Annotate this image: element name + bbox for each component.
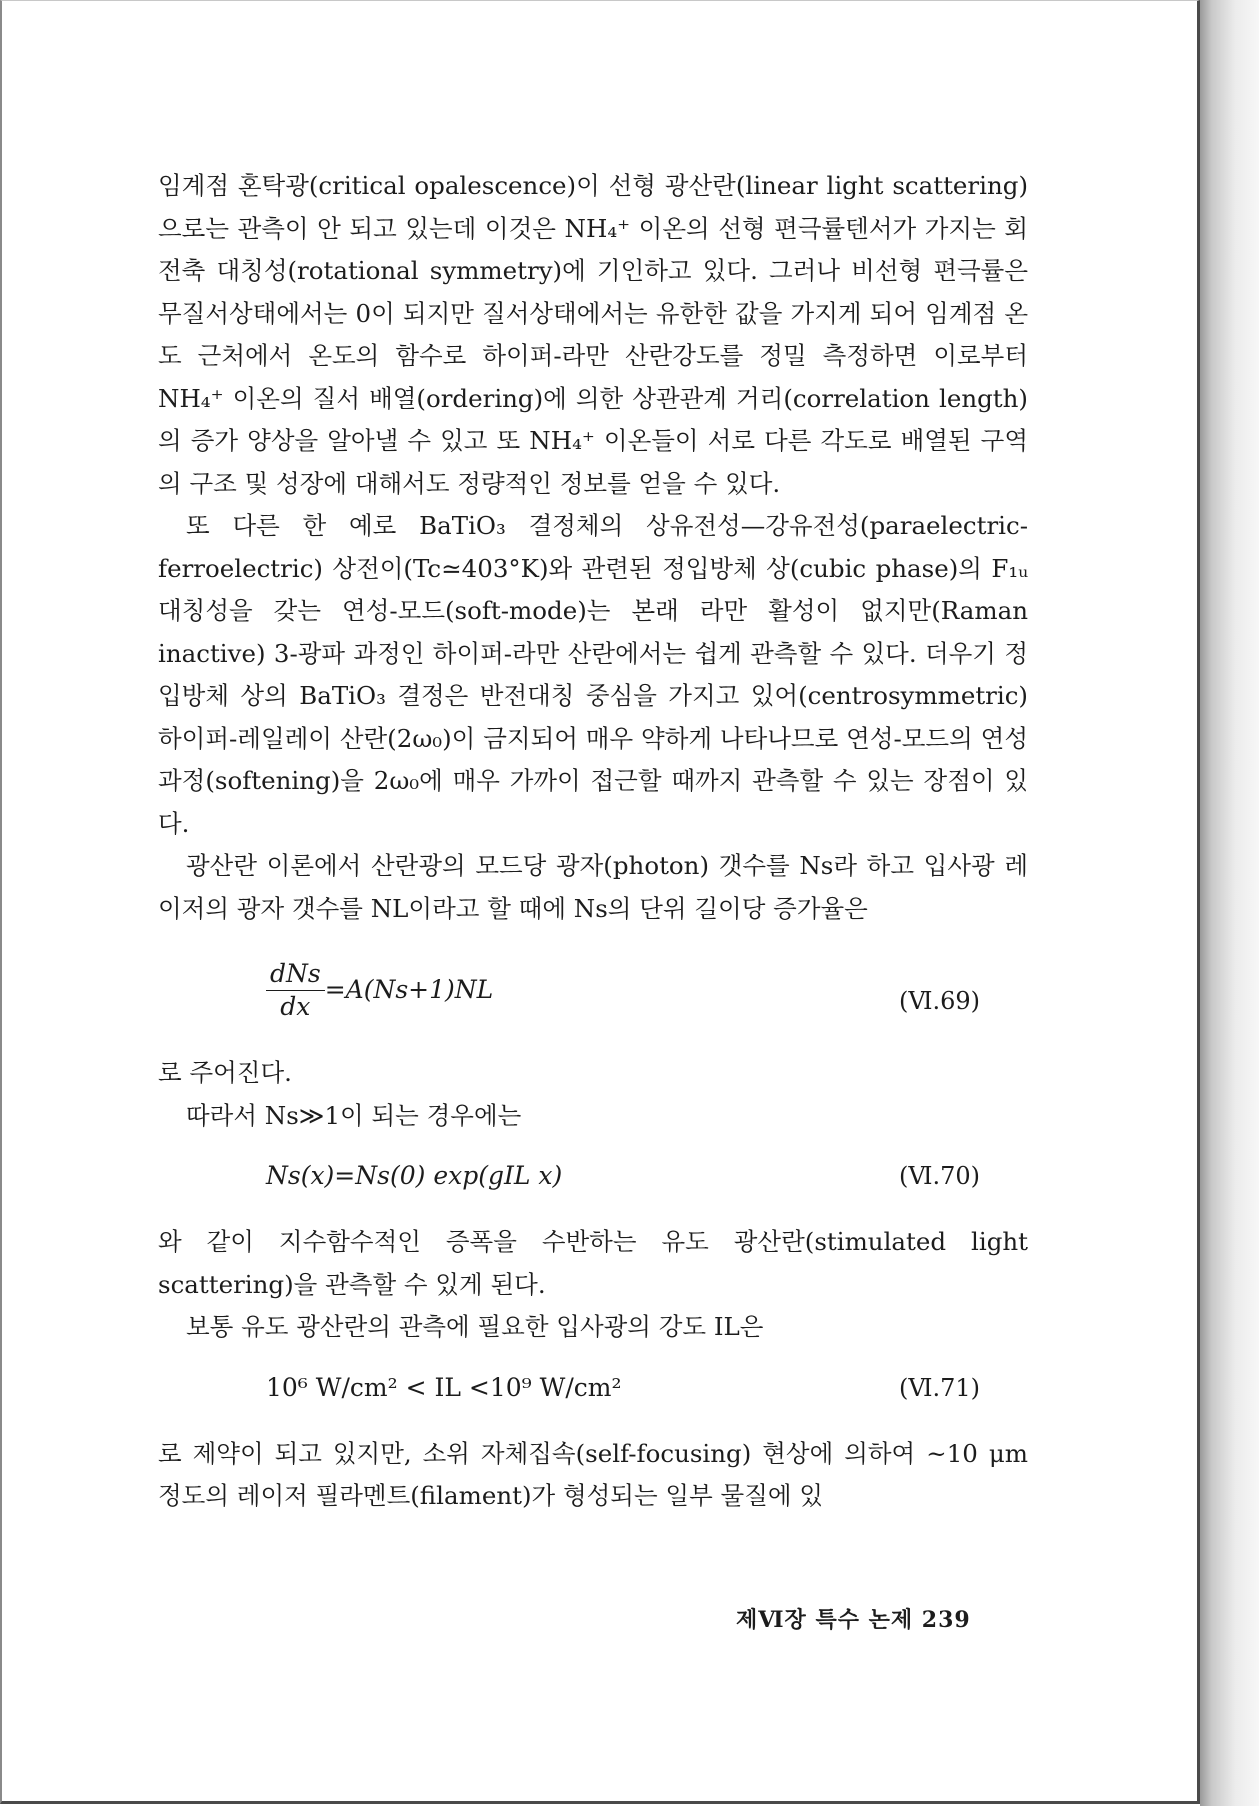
- fraction: [266, 958, 325, 1023]
- equation-expr: 10⁶ W/cm² < IL <10⁹ W/cm²: [266, 1372, 622, 1402]
- equation-number: (Ⅵ.71): [898, 1373, 980, 1402]
- paragraph-3: 광산란 이론에서 산란광의 모드당 광자(photon) 갯수를 Ns라 하고 입사광 레이저의 광자 갯수를 NL이라고 할 때에 Ns의 단위 길이당 증가율은: [158, 851, 1028, 923]
- equation-number: (Ⅵ.69): [898, 987, 980, 1015]
- paragraph-5: 따라서 Ns≫1이 되는 경우에는: [186, 1100, 522, 1130]
- page-edge-shadow: [1200, 0, 1259, 1806]
- paragraph-4: 로 주어진다.: [158, 1058, 292, 1087]
- numerator: dNs: [266, 958, 325, 991]
- equation-vi-69: [158, 958, 1028, 1034]
- equation-number: (Ⅵ.70): [898, 1162, 980, 1190]
- equation-vi-71: [158, 1363, 1028, 1411]
- equation-rhs: =A(Ns+1)NL: [324, 975, 494, 1005]
- equation-vi-70: [158, 1151, 1028, 1199]
- paragraph-2: 또 다른 한 예로 BaTiO₃ 결정체의 상유전성—강유전성(paraelectric-ferroelectric) 상전이(Tc≃403°K)와 관련된 정입방체 상(cubic phase)의 F₁ᵤ 대칭성을 갖는 연성-모드(soft-mode)는 본래 라만 활성이 없지만(Raman inactive) 3-광파 과정인 하이퍼-라만 산란에서는 쉽게 관측할 수 있다. 더우기 정입방체 상의 BaTiO₃ 결정은 반전대칭 중심을 가지고 있어(centrosymmetric) 하이퍼-레일레이 산란(2ω₀)이 금지되어 매우 약하게 나타나므로 연성-모드의 연성 과정(softening)을 2ω₀에 매우 가까이 접근할 때까지 관측할 수 있는 장점이 있다.: [158, 511, 1028, 838]
- page-body: [158, 165, 1028, 1518]
- running-footer: 제Ⅵ장 특수 논제 239: [736, 1607, 971, 1633]
- paragraph-7: 보통 유도 광산란의 관측에 필요한 입사광의 강도 IL은: [186, 1312, 764, 1341]
- equation-expr: Ns(x)=Ns(0) exp(gIL x): [266, 1161, 563, 1190]
- paragraph-1: 임계점 혼탁광(critical opalescence)이 선형 광산란(linear light scattering)으로는 관측이 안 되고 있는데 이것은 NH₄⁺ 이온의 선형 편극률텐서가 가지는 회전축 대칭성(rotational symmetry)에 기인하고 있다. 그러나 비선형 편극률은 무질서상태에서는 0이 되지만 질서상태에서는 유한한 값을 가지게 되어 임계점 온도 근처에서 온도의 함수로 하이퍼-라만 산란강도를 정밀 측정하면 이로부터 NH₄⁺ 이온의 질서 배열(ordering)에 의한 상관관계 거리(correlation length)의 증가 양상을 알아낼 수 있고 또 NH₄⁺ 이온들이 서로 다른 각도로 배열된 구역의 구조 및 성장에 대해서도 정량적인 정보를 얻을 수 있다.: [158, 171, 1028, 498]
- paragraph-8: 로 제약이 되고 있지만, 소위 자체집속(self-focusing) 현상에 의하여 ~10 μm 정도의 레이저 필라멘트(filament)가 형성되는 일부 물질에 있: [158, 1438, 1028, 1510]
- paragraph-6: 와 같이 지수함수적인 증폭을 수반하는 유도 광산란(stimulated light scattering)을 관측할 수 있게 된다.: [158, 1227, 1028, 1299]
- denominator: dx: [280, 992, 311, 1021]
